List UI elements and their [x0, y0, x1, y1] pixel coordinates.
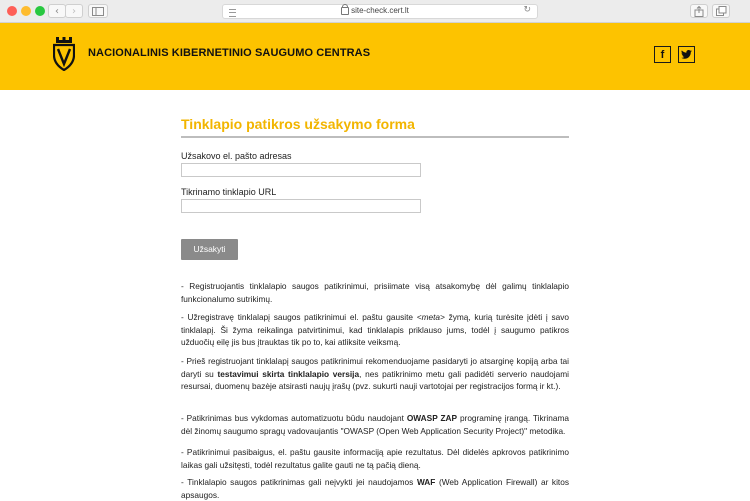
close-window-button[interactable] — [7, 6, 17, 16]
site-header — [0, 23, 750, 90]
twitter-icon — [681, 50, 692, 59]
url-text: site-check.cert.lt — [351, 6, 409, 15]
tabs-icon — [716, 6, 727, 16]
email-label: Užsakovo el. pašto adresas — [181, 151, 292, 161]
form-title: Tinklapio patikros užsakymo forma — [181, 116, 415, 132]
info-paragraph-2: - Užregistravę tinklalapį saugos patikrinimui el. paštu gausite <meta> žymą, kurią turėsite įdėti į savo tinklalapį. Ši žyma reikalinga patvirtinimui, kad tinklalapis priklauso jums, todėl į saugumo patikros užduočių eilę jis bus įtrauktas tik po to, kai atliksite veiksmą. — [181, 312, 569, 347]
twitter-button[interactable] — [678, 46, 695, 63]
site-title[interactable]: NACIONALINIS KIBERNETINIO SAUGUMO CENTRAS — [88, 47, 371, 59]
submit-button[interactable]: Užsakyti — [181, 239, 238, 260]
info-paragraph-4: - Patikrinimas bus vykdomas automatizuotu būdu naudojant OWASP ZAP programinę įrangą. Tikrinama dėl žinomų saugumo spragų vadovaujantis "OWASP (Open Web Application Security Project)" metodika. — [181, 413, 569, 436]
info-paragraph-3: - Prieš registruojant tinklalapį saugos patikrinimui rekomenduojame pasidaryti jo atsarginę kopiją arba tai daryti su testavimui skirta tinklalapio versija, nes patikrinimo metu gali padidėti serverio naudojami resursai, duomenų bazėje atsirasti naujų įrašų (pvz. sukurti nauji vartotojai per registracijos formą ir kt.). — [181, 356, 569, 391]
tabs-button[interactable] — [712, 4, 730, 18]
info-paragraph-1: - Registruojantis tinklalapio saugos patikrinimui, prisiimate visą atsakomybę dėl galimų tinklalapio funkcionalumo sutrikimų. — [181, 281, 569, 304]
chevron-right-icon: › — [72, 6, 76, 17]
logo[interactable] — [53, 37, 75, 76]
sidebar-button[interactable] — [88, 4, 108, 18]
url-label: Tikrinamo tinklapio URL — [181, 187, 277, 197]
facebook-icon: f — [660, 48, 665, 61]
zoom-window-button[interactable] — [35, 6, 45, 16]
minimize-window-button[interactable] — [21, 6, 31, 16]
sidebar-icon — [92, 7, 104, 16]
chevron-left-icon: ‹ — [55, 6, 59, 17]
reload-icon[interactable]: ↻ — [523, 5, 531, 15]
back-button[interactable] — [48, 4, 66, 18]
email-input[interactable] — [181, 163, 421, 177]
forward-button[interactable] — [65, 4, 83, 18]
title-divider — [181, 136, 569, 138]
browser-toolbar — [0, 0, 750, 23]
share-icon — [694, 6, 704, 17]
share-button[interactable] — [690, 4, 708, 18]
shield-emblem-icon — [53, 37, 75, 71]
info-paragraph-6: - Tinklalapio saugos patikrinimas gali neįvykti jei naudojamos WAF (Web Application Firewall) ar kitos apsaugos. — [181, 477, 569, 500]
url-input[interactable] — [181, 199, 421, 213]
address-bar[interactable] — [222, 4, 538, 19]
info-paragraph-5: - Patikrinimui pasibaigus, el. paštu gausite informaciją apie rezultatus. Dėl didelės apkrovos patikrinimo laikas gali užsitęsti, todėl rezultatus galite gauti ne tą pačią dieną. — [181, 447, 569, 470]
facebook-button[interactable] — [654, 46, 671, 63]
